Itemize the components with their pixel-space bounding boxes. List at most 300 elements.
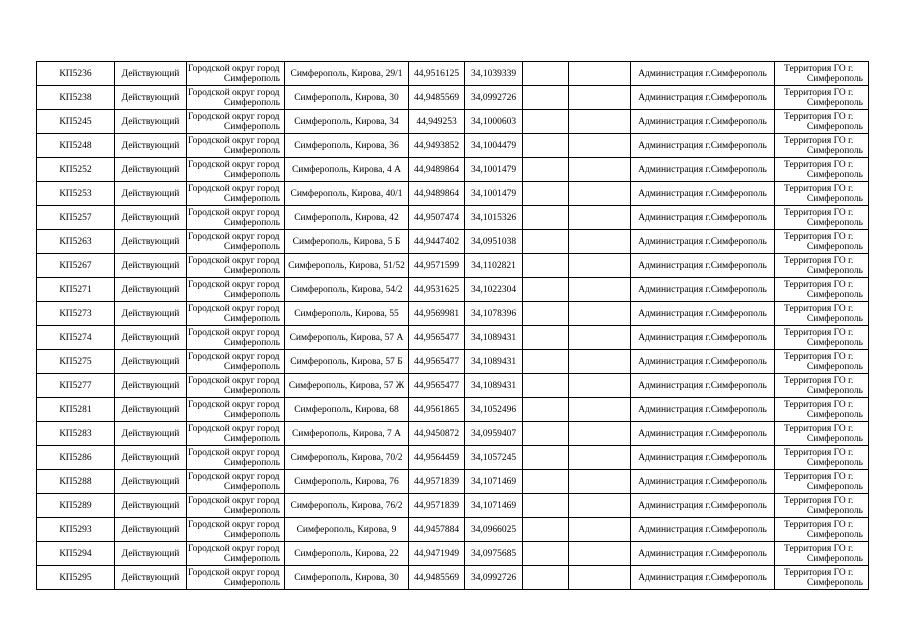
status-cell: Действующий: [115, 230, 187, 254]
address-cell: Симферополь, Кирова, 5 Б: [285, 230, 409, 254]
owner-cell: Администрация г.Симферополь: [631, 206, 775, 230]
municipality-cell: [187, 350, 285, 374]
territory-cell: [775, 518, 869, 542]
municipality-cell: [187, 206, 285, 230]
municipality-cell: [187, 86, 285, 110]
table-row: [37, 230, 869, 254]
longitude-cell: 34,1004479: [465, 134, 523, 158]
latitude-cell: 44,9447402: [409, 230, 465, 254]
municipality-line-2: Симферополь: [223, 313, 280, 324]
territory-line-1: Территория ГО г.: [784, 279, 854, 290]
point-code-cell: КП5248: [37, 134, 115, 158]
territory-line-1: Территория ГО г.: [784, 375, 854, 386]
empty-cell: [569, 518, 631, 542]
territory-cell: [775, 542, 869, 566]
owner-cell: Администрация г.Симферополь: [631, 446, 775, 470]
empty-cell: [569, 398, 631, 422]
municipality-line-1: Городской округ город: [188, 495, 280, 506]
latitude-cell: 44,9489864: [409, 158, 465, 182]
latitude-cell: 44,9561865: [409, 398, 465, 422]
point-code-cell: КП5275: [37, 350, 115, 374]
status-cell: Действующий: [115, 326, 187, 350]
municipality-line-1: Городской округ город: [188, 303, 280, 314]
longitude-cell: 34,0966025: [465, 518, 523, 542]
table-row: [37, 494, 869, 518]
longitude-cell: 34,0951038: [465, 230, 523, 254]
point-code-cell: КП5277: [37, 374, 115, 398]
address-cell: Симферополь, Кирова, 55: [285, 302, 409, 326]
longitude-cell: 34,0975685: [465, 542, 523, 566]
territory-line-1: Территория ГО г.: [784, 111, 854, 122]
municipality-line-2: Симферополь: [223, 529, 280, 540]
territory-line-1: Территория ГО г.: [784, 231, 854, 242]
empty-cell: [523, 398, 569, 422]
territory-cell: [775, 278, 869, 302]
address-cell: Симферополь, Кирова, 7 А: [285, 422, 409, 446]
table-row: [37, 518, 869, 542]
latitude-cell: 44,9569981: [409, 302, 465, 326]
territory-line-2: Симферополь: [806, 121, 863, 132]
status-cell: Действующий: [115, 374, 187, 398]
empty-cell: [523, 230, 569, 254]
territory-cell: [775, 374, 869, 398]
latitude-cell: 44,9565477: [409, 350, 465, 374]
municipality-line-2: Симферополь: [223, 481, 280, 492]
longitude-cell: 34,1102821: [465, 254, 523, 278]
status-cell: Действующий: [115, 110, 187, 134]
municipality-line-1: Городской округ город: [188, 351, 280, 362]
empty-cell: [523, 110, 569, 134]
municipality-line-1: Городской округ город: [188, 111, 280, 122]
empty-cell: [569, 254, 631, 278]
municipality-line-2: Симферополь: [223, 121, 280, 132]
address-cell: Симферополь, Кирова, 54/2: [285, 278, 409, 302]
address-cell: Симферополь, Кирова, 76/2: [285, 494, 409, 518]
territory-line-1: Территория ГО г.: [784, 183, 854, 194]
longitude-cell: 34,1001479: [465, 158, 523, 182]
territory-line-1: Территория ГО г.: [784, 471, 854, 482]
point-code-cell: КП5274: [37, 326, 115, 350]
municipality-cell: [187, 158, 285, 182]
longitude-cell: 34,0992726: [465, 566, 523, 590]
address-cell: Симферополь, Кирова, 30: [285, 86, 409, 110]
municipality-cell: [187, 134, 285, 158]
latitude-cell: 44,9507474: [409, 206, 465, 230]
point-code-cell: КП5252: [37, 158, 115, 182]
empty-cell: [523, 422, 569, 446]
address-cell: Симферополь, Кирова, 68: [285, 398, 409, 422]
status-cell: Действующий: [115, 302, 187, 326]
territory-line-1: Территория ГО г.: [784, 567, 854, 578]
municipality-cell: [187, 278, 285, 302]
owner-cell: Администрация г.Симферополь: [631, 254, 775, 278]
municipality-line-2: Симферополь: [223, 217, 280, 228]
status-cell: Действующий: [115, 350, 187, 374]
territory-cell: [775, 470, 869, 494]
owner-cell: Администрация г.Симферополь: [631, 470, 775, 494]
owner-cell: Администрация г.Симферополь: [631, 302, 775, 326]
point-code-cell: КП5288: [37, 470, 115, 494]
table-row: [37, 302, 869, 326]
table-row: [37, 254, 869, 278]
table-row: [37, 374, 869, 398]
empty-cell: [523, 518, 569, 542]
address-cell: Симферополь, Кирова, 76: [285, 470, 409, 494]
longitude-cell: 34,1022304: [465, 278, 523, 302]
municipality-line-1: Городской округ город: [188, 567, 280, 578]
territory-line-2: Симферополь: [806, 361, 863, 372]
municipality-line-2: Симферополь: [223, 577, 280, 588]
municipality-line-2: Симферополь: [223, 265, 280, 276]
longitude-cell: 34,1089431: [465, 326, 523, 350]
territory-line-1: Территория ГО г.: [784, 423, 854, 434]
latitude-cell: 44,9493852: [409, 134, 465, 158]
territory-line-2: Симферополь: [806, 193, 863, 204]
point-code-cell: КП5253: [37, 182, 115, 206]
latitude-cell: 44,9571599: [409, 254, 465, 278]
territory-cell: [775, 134, 869, 158]
territory-line-2: Симферополь: [806, 169, 863, 180]
empty-cell: [523, 446, 569, 470]
municipality-line-2: Симферополь: [223, 409, 280, 420]
status-cell: Действующий: [115, 62, 187, 86]
empty-cell: [569, 566, 631, 590]
latitude-cell: 44,9457884: [409, 518, 465, 542]
municipality-cell: [187, 566, 285, 590]
municipality-cell: [187, 494, 285, 518]
municipality-cell: [187, 254, 285, 278]
territory-line-1: Территория ГО г.: [784, 399, 854, 410]
point-code-cell: КП5286: [37, 446, 115, 470]
territory-line-1: Территория ГО г.: [784, 351, 854, 362]
territory-cell: [775, 302, 869, 326]
status-cell: Действующий: [115, 446, 187, 470]
latitude-cell: 44,9450872: [409, 422, 465, 446]
owner-cell: Администрация г.Симферополь: [631, 182, 775, 206]
empty-cell: [523, 134, 569, 158]
municipality-line-1: Городской округ город: [188, 423, 280, 434]
point-code-cell: КП5263: [37, 230, 115, 254]
latitude-cell: 44,9516125: [409, 62, 465, 86]
territory-line-2: Симферополь: [806, 217, 863, 228]
municipality-line-2: Симферополь: [223, 145, 280, 156]
status-cell: Действующий: [115, 278, 187, 302]
territory-cell: [775, 86, 869, 110]
municipality-line-2: Симферополь: [223, 241, 280, 252]
territory-line-2: Симферополь: [806, 433, 863, 444]
empty-cell: [569, 326, 631, 350]
table-row: [37, 278, 869, 302]
longitude-cell: 34,1052496: [465, 398, 523, 422]
status-cell: Действующий: [115, 518, 187, 542]
latitude-cell: 44,9485569: [409, 86, 465, 110]
address-cell: Симферополь, Кирова, 51/52: [285, 254, 409, 278]
municipality-line-1: Городской округ город: [188, 87, 280, 98]
empty-cell: [569, 230, 631, 254]
owner-cell: Администрация г.Симферополь: [631, 278, 775, 302]
table-row: [37, 542, 869, 566]
territory-line-2: Симферополь: [806, 409, 863, 420]
territory-line-1: Территория ГО г.: [784, 207, 854, 218]
point-code-cell: КП5294: [37, 542, 115, 566]
territory-cell: [775, 62, 869, 86]
municipality-line-1: Городской округ город: [188, 183, 280, 194]
territory-line-2: Симферополь: [806, 73, 863, 84]
municipality-line-2: Симферополь: [223, 505, 280, 516]
municipality-line-1: Городской округ город: [188, 63, 280, 74]
point-code-cell: КП5281: [37, 398, 115, 422]
territory-line-2: Симферополь: [806, 385, 863, 396]
territory-line-2: Симферополь: [806, 313, 863, 324]
municipality-line-2: Симферополь: [223, 289, 280, 300]
table-row: [37, 182, 869, 206]
empty-cell: [523, 182, 569, 206]
owner-cell: Администрация г.Симферополь: [631, 542, 775, 566]
table-row: [37, 326, 869, 350]
municipality-cell: [187, 374, 285, 398]
point-code-cell: КП5236: [37, 62, 115, 86]
status-cell: Действующий: [115, 542, 187, 566]
empty-cell: [523, 206, 569, 230]
municipality-line-1: Городской округ город: [188, 519, 280, 530]
municipality-line-1: Городской округ город: [188, 207, 280, 218]
longitude-cell: 34,1071469: [465, 494, 523, 518]
empty-cell: [569, 158, 631, 182]
municipality-cell: [187, 230, 285, 254]
municipality-line-1: Городской округ город: [188, 159, 280, 170]
municipality-line-2: Симферополь: [223, 193, 280, 204]
longitude-cell: 34,0959407: [465, 422, 523, 446]
latitude-cell: 44,9531625: [409, 278, 465, 302]
point-code-cell: КП5257: [37, 206, 115, 230]
owner-cell: Администрация г.Симферополь: [631, 230, 775, 254]
address-cell: Симферополь, Кирова, 4 А: [285, 158, 409, 182]
territory-line-1: Территория ГО г.: [784, 543, 854, 554]
owner-cell: Администрация г.Симферополь: [631, 518, 775, 542]
municipality-cell: [187, 446, 285, 470]
territory-line-2: Симферополь: [806, 577, 863, 588]
territory-line-2: Симферополь: [806, 265, 863, 276]
longitude-cell: 34,1057245: [465, 446, 523, 470]
territory-line-1: Территория ГО г.: [784, 135, 854, 146]
territory-line-1: Территория ГО г.: [784, 159, 854, 170]
status-cell: Действующий: [115, 86, 187, 110]
status-cell: Действующий: [115, 134, 187, 158]
empty-cell: [569, 110, 631, 134]
municipality-cell: [187, 110, 285, 134]
address-cell: Симферополь, Кирова, 40/1: [285, 182, 409, 206]
empty-cell: [523, 62, 569, 86]
point-code-cell: КП5267: [37, 254, 115, 278]
longitude-cell: 34,1089431: [465, 374, 523, 398]
empty-cell: [569, 422, 631, 446]
empty-cell: [523, 470, 569, 494]
territory-line-2: Симферополь: [806, 97, 863, 108]
municipality-line-2: Симферополь: [223, 169, 280, 180]
municipality-line-1: Городской округ город: [188, 231, 280, 242]
table-row: [37, 158, 869, 182]
municipality-line-1: Городской округ город: [188, 375, 280, 386]
municipality-cell: [187, 62, 285, 86]
latitude-cell: 44,9571839: [409, 470, 465, 494]
point-code-cell: КП5238: [37, 86, 115, 110]
address-cell: Симферополь, Кирова, 22: [285, 542, 409, 566]
municipality-line-1: Городской округ город: [188, 447, 280, 458]
registry-table: [36, 61, 869, 590]
status-cell: Действующий: [115, 398, 187, 422]
status-cell: Действующий: [115, 470, 187, 494]
municipality-line-1: Городской округ город: [188, 399, 280, 410]
municipality-line-2: Симферополь: [223, 97, 280, 108]
latitude-cell: 44,9564459: [409, 446, 465, 470]
empty-cell: [523, 374, 569, 398]
territory-line-1: Территория ГО г.: [784, 303, 854, 314]
point-code-cell: КП5289: [37, 494, 115, 518]
municipality-cell: [187, 302, 285, 326]
municipality-line-2: Симферополь: [223, 457, 280, 468]
municipality-cell: [187, 470, 285, 494]
territory-cell: [775, 158, 869, 182]
municipality-line-1: Городской округ город: [188, 471, 280, 482]
latitude-cell: 44,9565477: [409, 374, 465, 398]
territory-line-2: Симферополь: [806, 241, 863, 252]
territory-cell: [775, 494, 869, 518]
latitude-cell: 44,9489864: [409, 182, 465, 206]
latitude-cell: 44,9485569: [409, 566, 465, 590]
empty-cell: [569, 542, 631, 566]
latitude-cell: 44,9571839: [409, 494, 465, 518]
empty-cell: [569, 62, 631, 86]
territory-line-2: Симферополь: [806, 145, 863, 156]
table-row: [37, 206, 869, 230]
territory-line-1: Территория ГО г.: [784, 255, 854, 266]
territory-cell: [775, 566, 869, 590]
table-row: [37, 566, 869, 590]
territory-line-2: Симферополь: [806, 457, 863, 468]
table-row: [37, 350, 869, 374]
table-row: [37, 134, 869, 158]
municipality-cell: [187, 182, 285, 206]
territory-cell: [775, 446, 869, 470]
registry-table-body: [37, 62, 869, 590]
municipality-cell: [187, 326, 285, 350]
territory-cell: [775, 110, 869, 134]
status-cell: Действующий: [115, 206, 187, 230]
municipality-line-2: Симферополь: [223, 433, 280, 444]
territory-cell: [775, 230, 869, 254]
territory-line-2: Симферополь: [806, 553, 863, 564]
address-cell: Симферополь, Кирова, 57 Б: [285, 350, 409, 374]
territory-line-2: Симферополь: [806, 529, 863, 540]
longitude-cell: 34,1015326: [465, 206, 523, 230]
territory-line-1: Территория ГО г.: [784, 63, 854, 74]
municipality-cell: [187, 542, 285, 566]
address-cell: Симферополь, Кирова, 42: [285, 206, 409, 230]
territory-cell: [775, 398, 869, 422]
municipality-line-1: Городской округ город: [188, 135, 280, 146]
territory-line-1: Территория ГО г.: [784, 519, 854, 530]
municipality-line-1: Городской округ город: [188, 543, 280, 554]
owner-cell: Администрация г.Симферополь: [631, 374, 775, 398]
longitude-cell: 34,1000603: [465, 110, 523, 134]
status-cell: Действующий: [115, 422, 187, 446]
status-cell: Действующий: [115, 254, 187, 278]
empty-cell: [569, 86, 631, 110]
empty-cell: [523, 350, 569, 374]
empty-cell: [569, 134, 631, 158]
empty-cell: [523, 566, 569, 590]
longitude-cell: 34,1039339: [465, 62, 523, 86]
owner-cell: Администрация г.Симферополь: [631, 326, 775, 350]
address-cell: Симферополь, Кирова, 30: [285, 566, 409, 590]
address-cell: Симферополь, Кирова, 70/2: [285, 446, 409, 470]
address-cell: Симферополь, Кирова, 57 А: [285, 326, 409, 350]
territory-line-2: Симферополь: [806, 481, 863, 492]
empty-cell: [523, 494, 569, 518]
empty-cell: [569, 470, 631, 494]
point-code-cell: КП5283: [37, 422, 115, 446]
territory-line-1: Территория ГО г.: [784, 447, 854, 458]
empty-cell: [569, 206, 631, 230]
status-cell: Действующий: [115, 158, 187, 182]
municipality-cell: [187, 398, 285, 422]
longitude-cell: 34,1001479: [465, 182, 523, 206]
address-cell: Симферополь, Кирова, 29/1: [285, 62, 409, 86]
point-code-cell: КП5271: [37, 278, 115, 302]
empty-cell: [523, 278, 569, 302]
municipality-cell: [187, 518, 285, 542]
municipality-line-2: Симферополь: [223, 361, 280, 372]
table-row: [37, 470, 869, 494]
owner-cell: Администрация г.Симферополь: [631, 86, 775, 110]
table-row: [37, 422, 869, 446]
municipality-line-2: Симферополь: [223, 337, 280, 348]
empty-cell: [569, 182, 631, 206]
owner-cell: Администрация г.Симферополь: [631, 110, 775, 134]
longitude-cell: 34,0992726: [465, 86, 523, 110]
empty-cell: [523, 302, 569, 326]
table-row: [37, 398, 869, 422]
territory-line-1: Территория ГО г.: [784, 495, 854, 506]
point-code-cell: КП5245: [37, 110, 115, 134]
point-code-cell: КП5295: [37, 566, 115, 590]
empty-cell: [569, 494, 631, 518]
point-code-cell: КП5273: [37, 302, 115, 326]
empty-cell: [569, 302, 631, 326]
empty-cell: [569, 374, 631, 398]
address-cell: Симферополь, Кирова, 57 Ж: [285, 374, 409, 398]
empty-cell: [569, 446, 631, 470]
empty-cell: [523, 542, 569, 566]
territory-line-1: Территория ГО г.: [784, 87, 854, 98]
table-row: [37, 110, 869, 134]
territory-cell: [775, 254, 869, 278]
status-cell: Действующий: [115, 494, 187, 518]
longitude-cell: 34,1071469: [465, 470, 523, 494]
empty-cell: [569, 278, 631, 302]
owner-cell: Администрация г.Симферополь: [631, 62, 775, 86]
status-cell: Действующий: [115, 566, 187, 590]
latitude-cell: 44,9471949: [409, 542, 465, 566]
table-row: [37, 62, 869, 86]
empty-cell: [523, 86, 569, 110]
territory-line-2: Симферополь: [806, 289, 863, 300]
owner-cell: Администрация г.Симферополь: [631, 422, 775, 446]
table-row: [37, 86, 869, 110]
owner-cell: Администрация г.Симферополь: [631, 134, 775, 158]
owner-cell: Администрация г.Симферополь: [631, 494, 775, 518]
owner-cell: Администрация г.Симферополь: [631, 350, 775, 374]
